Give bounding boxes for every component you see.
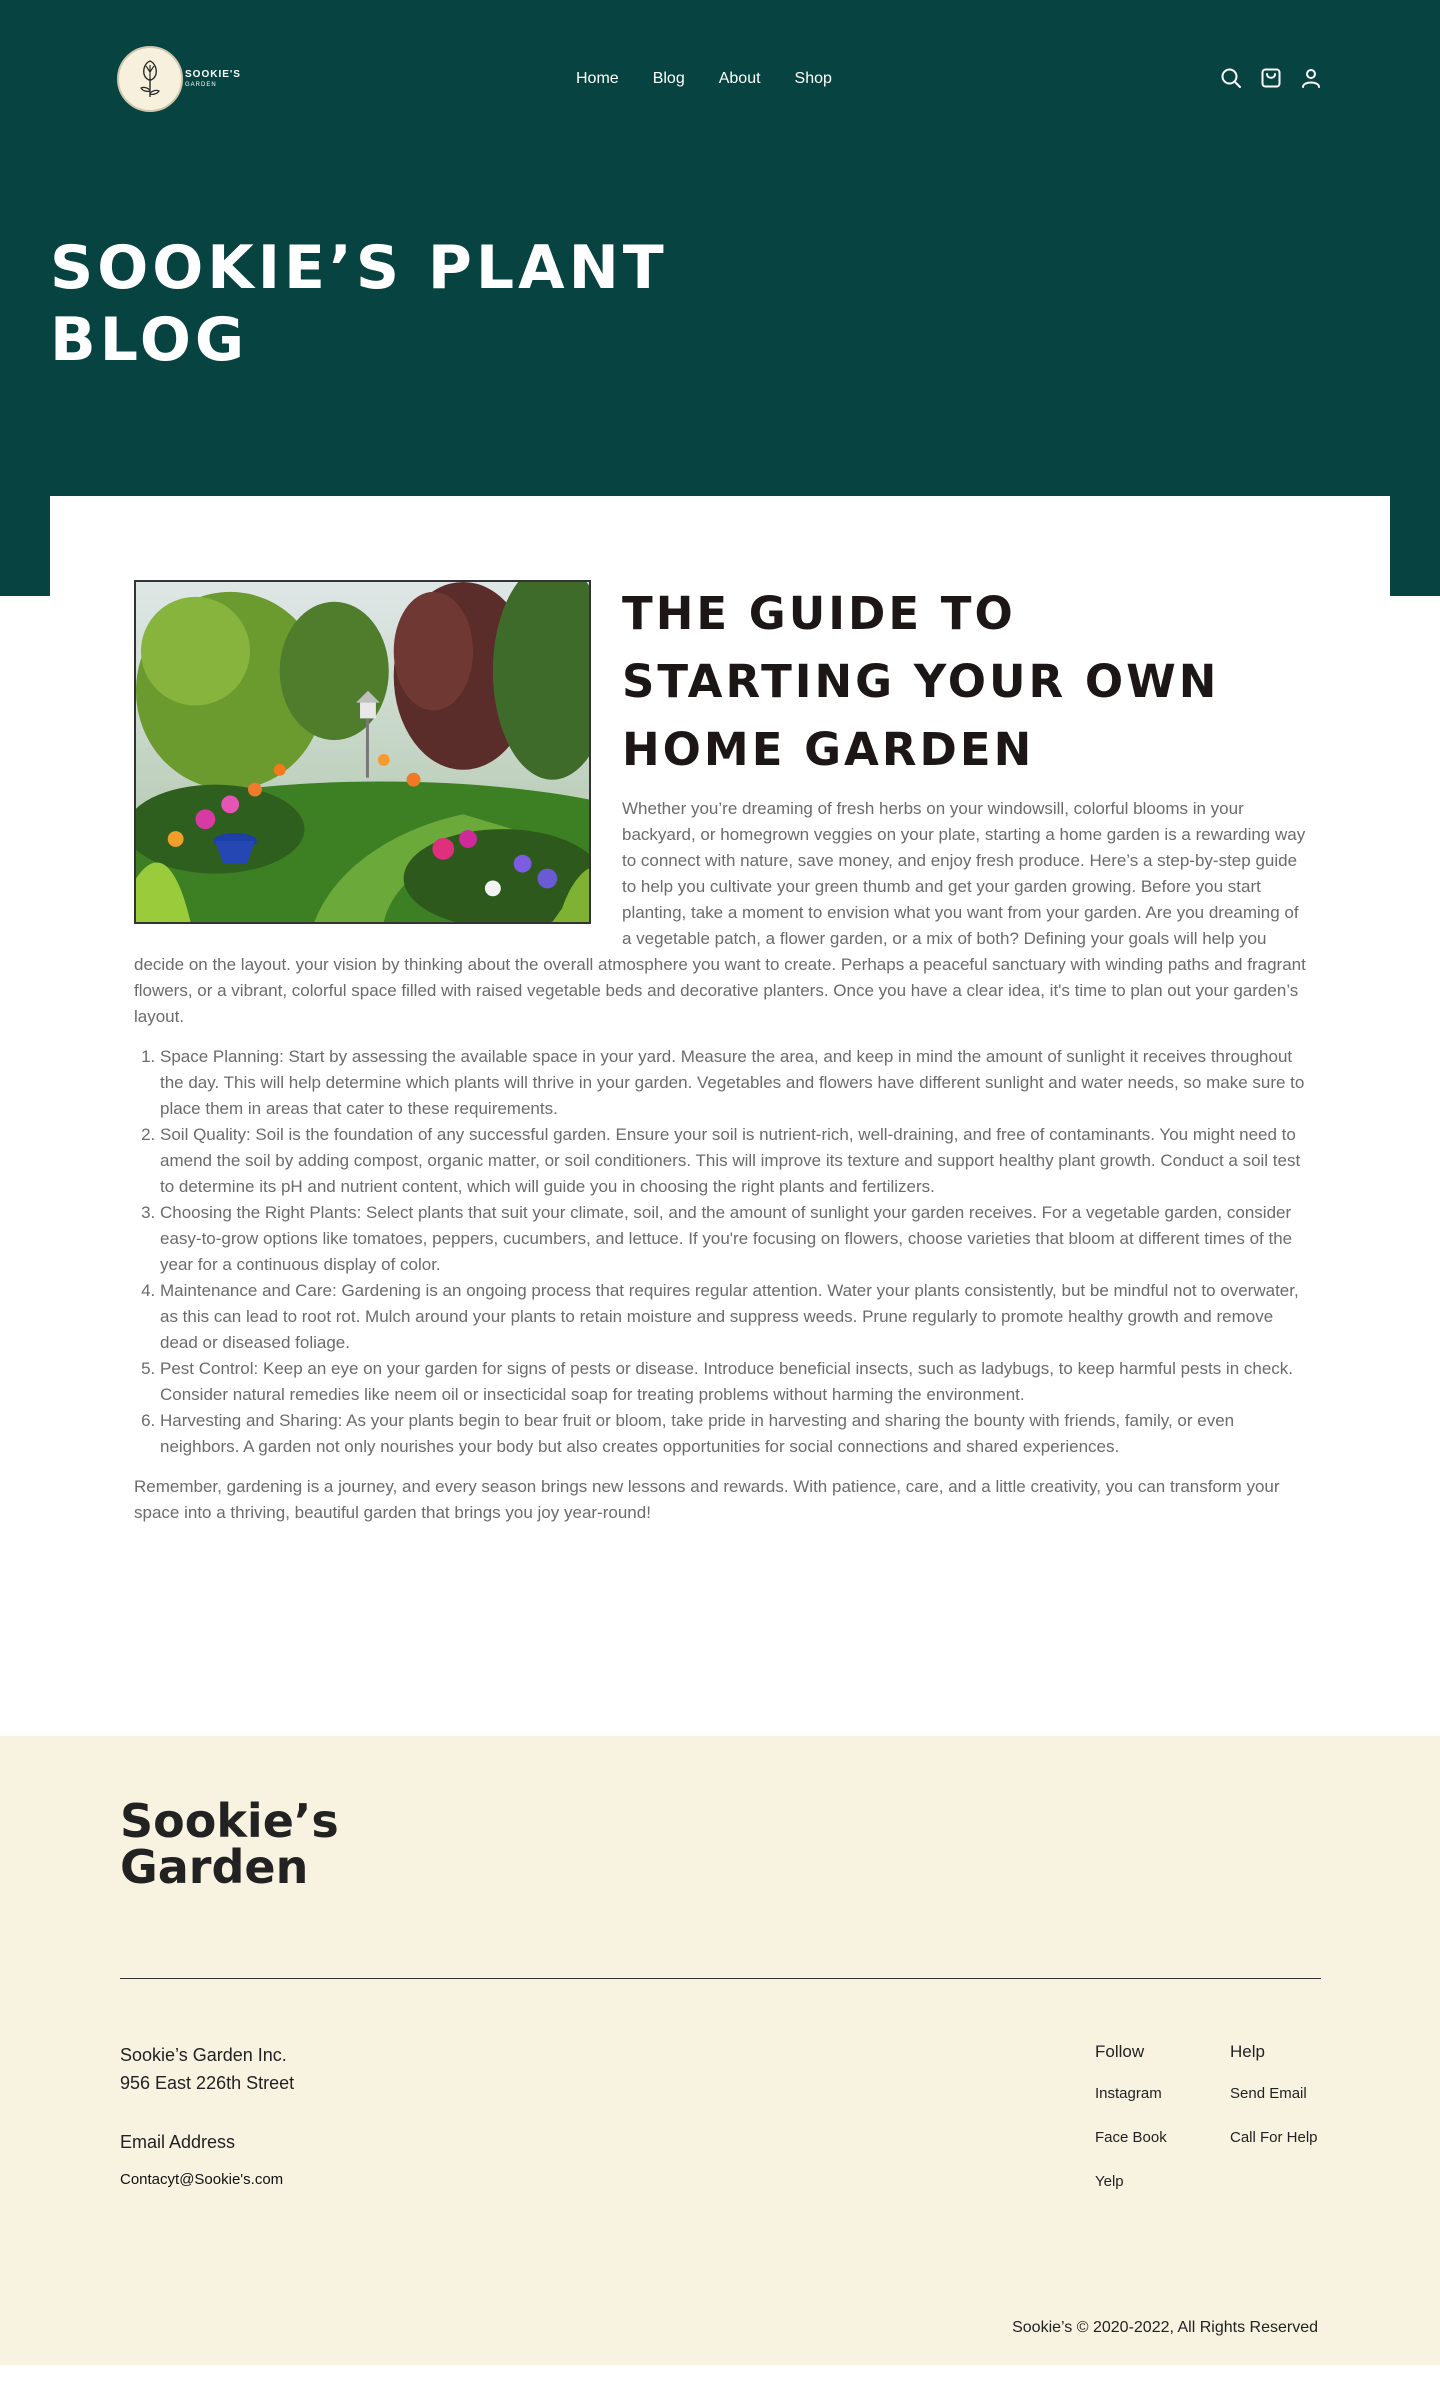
garden-photo [134, 580, 591, 924]
article-card [50, 496, 1390, 1736]
garden-image [136, 582, 589, 922]
list-item: 1. Space Planning: Start by assessing the available space in your yard. Measure the area, and keep in mind the amount of sunlight it receives throughout the day. This will help determine which plants will thrive in your garden. Vegetables and flowers have different sunlight and water needs, so make sure to place them in areas that cater to these requirements. [160, 1044, 1306, 1122]
list-item: 4. Maintenance and Care: Gardening is an ongoing process that requires regular attention. Water your plants consistently, but be mindful not to overwater, as this can lead to root rot. Mulch around your plants to retain moisture and suppress weeds. Prune regularly to promote healthy growth and remove dead or diseased foliage. [160, 1278, 1306, 1356]
nav-about[interactable]: About [718, 70, 761, 87]
top-nav [117, 46, 1323, 114]
help-heading: Help [1230, 2042, 1265, 2061]
footer-address [120, 2041, 294, 2097]
send-email-link[interactable]: Send Email [1230, 2085, 1307, 2102]
article-intro: Whether you’re dreaming of fresh herbs on your windowsill, colorful blooms in your backyard, or homegrown veggies on your plate, starting a home garden is a rewarding way to connect with nature, save money, and enjoy fresh produce. Here’s a step-by-step guide to help you cultivate your green thumb and get your garden growing. Before you start planting, take a moment to envision what you want from your garden. Are you dreaming of a vegetable patch, a flower garden, or a mix of both? Defining your goals will help you decide on the layout. your vision by thinking about the overall atmosphere you want to create. Perhaps a peaceful sanctuary with winding paths and fragrant flowers, or a vibrant, colorful space filled with raised vegetable beds and decorative planters. Once you have a clear idea, it's time to plan out your garden’s layout. [134, 799, 1306, 1026]
nav-blog[interactable]: Blog [652, 70, 685, 87]
steps-list [160, 1044, 1306, 1460]
email-label: Email Address [120, 2132, 236, 2152]
call-help-link[interactable]: Call For Help [1230, 2129, 1318, 2146]
article-title: THE GUIDE TO STARTING YOUR OWN HOME GARDEN [622, 587, 1220, 776]
help-column [1230, 2042, 1318, 2173]
page-title: SOOKIE’S PLANT BLOG [50, 233, 668, 375]
list-item: 6. Harvesting and Sharing: As your plants begin to bear fruit or bloom, take pride in harvesting and sharing the bounty with friends, family, or even neighbors. A garden not only nourishes your body but also creates opportunities for social connections and shared experiences. [160, 1408, 1306, 1460]
site-logo[interactable] [117, 46, 241, 112]
site-footer [0, 1736, 1440, 2365]
article-closing: Remember, gardening is a journey, and every season brings new lessons and rewards. With patience, care, and a little creativity, you can transform your space into a thriving, beautiful garden that brings you joy year-round! [134, 1477, 1280, 1522]
blog-article [134, 580, 1306, 1526]
copyright: Sookie’s © 2020-2022, All Rights Reserved [1012, 2319, 1318, 2336]
search-icon[interactable] [1219, 66, 1243, 90]
nav-home[interactable]: Home [576, 70, 619, 87]
follow-heading: Follow [1095, 2042, 1145, 2061]
cart-icon[interactable] [1259, 66, 1283, 90]
header-actions [1219, 66, 1323, 90]
instagram-link[interactable]: Instagram [1095, 2085, 1162, 2102]
nav-shop[interactable]: Shop [794, 70, 832, 87]
street-address: 956 East 226th Street [120, 2073, 295, 2093]
logo-emblem [117, 46, 183, 112]
logo-wordmark [185, 70, 241, 88]
tulip-icon [135, 57, 165, 101]
logo-name: SOOKIE'S [185, 69, 241, 80]
main-menu [576, 68, 866, 90]
yelp-link[interactable]: Yelp [1095, 2173, 1124, 2190]
follow-column [1095, 2042, 1167, 2217]
list-item: 5. Pest Control: Keep an eye on your garden for signs of pests or disease. Introduce beneficial insects, such as ladybugs, to keep harmful pests in check. Consider natural remedies like neem oil or insecticidal soap for treating problems without harming the environment. [160, 1356, 1306, 1408]
facebook-link[interactable]: Face Book [1095, 2129, 1167, 2146]
footer-brand: Sookie’s Garden [120, 1794, 339, 1894]
logo-tagline: GARDEN [185, 82, 217, 88]
list-item: 3. Choosing the Right Plants: Select plants that suit your climate, soil, and the amount of sunlight your garden receives. For a vegetable garden, consider easy-to-grow options like tomatoes, peppers, cucumbers, and lettuce. If you're focusing on flowers, choose varieties that bloom at different times of the year for a continuous display of color. [160, 1200, 1306, 1278]
user-icon[interactable] [1299, 66, 1323, 90]
email-link[interactable]: Contacyt@Sookie's.com [120, 2171, 284, 2188]
company-name: Sookie’s Garden Inc. [120, 2045, 287, 2065]
footer-divider [120, 1978, 1321, 1979]
list-item: 2. Soil Quality: Soil is the foundation of any successful garden. Ensure your soil is nutrient-rich, well-draining, and free of contaminants. You might need to amend the soil by adding compost, organic matter, or soil conditioners. This will improve its texture and support healthy plant growth. Conduct a soil test to determine its pH and nutrient content, which will guide you in choosing the right plants and fertilizers. [160, 1122, 1306, 1200]
